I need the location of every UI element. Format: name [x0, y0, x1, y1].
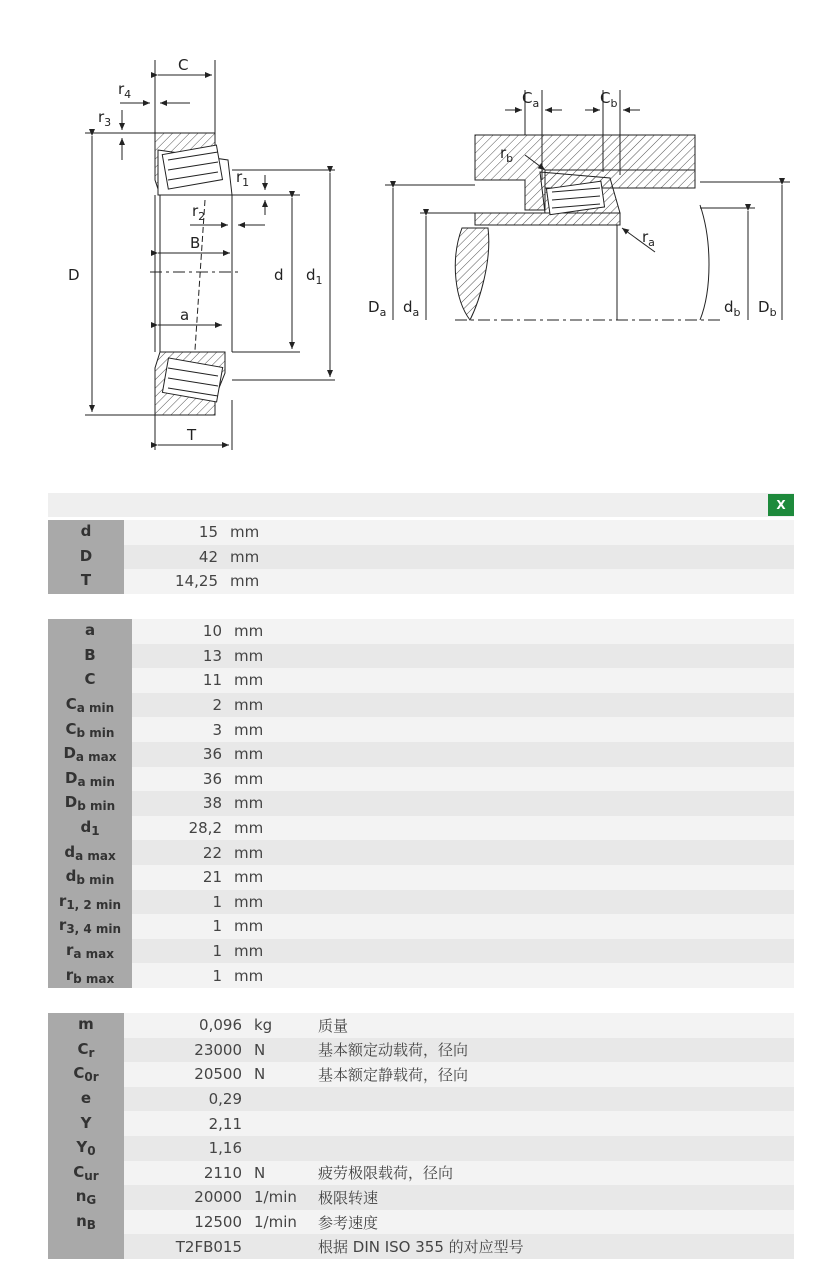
table-row: [48, 791, 794, 816]
symbol-subscript: 0r: [84, 1070, 99, 1085]
parameter-symbol: [48, 1111, 124, 1136]
mounting-drawing-right: [385, 90, 790, 320]
svg-text:B: B: [190, 234, 201, 252]
parameter-symbol: [48, 1062, 124, 1087]
parameter-unit: mm: [224, 520, 274, 545]
parameter-symbol: [48, 742, 132, 767]
symbol-main: n: [75, 1187, 87, 1206]
parameter-description: [278, 644, 794, 669]
parameter-description: [278, 939, 794, 964]
parameter-value: 38: [132, 791, 228, 816]
symbol-main: e: [80, 1089, 92, 1108]
parameter-unit: [248, 1234, 318, 1259]
parameter-description: 疲劳极限载荷，径向: [318, 1161, 794, 1186]
symbol-main: D: [64, 793, 78, 812]
symbol-subscript: a min: [77, 774, 115, 789]
symbol-main: D: [63, 744, 76, 763]
table-row: [48, 717, 794, 742]
parameter-description: [278, 840, 794, 865]
symbol-main: d: [65, 867, 77, 886]
parameter-symbol: [48, 1136, 124, 1161]
parameter-unit: mm: [228, 963, 278, 988]
symbol-main: d: [80, 522, 92, 541]
parameter-unit: mm: [228, 668, 278, 693]
table-row: [48, 1111, 794, 1136]
parameter-value: 2110: [124, 1161, 248, 1186]
parameter-symbol: [48, 569, 124, 594]
parameter-symbol: [48, 644, 132, 669]
symbol-subscript: r: [88, 1045, 95, 1060]
parameter-symbol: [48, 791, 132, 816]
parameter-description: [318, 1111, 794, 1136]
table-row: [48, 963, 794, 988]
parameter-value: 10: [132, 619, 228, 644]
parameter-value: 20000: [124, 1185, 248, 1210]
parameter-unit: mm: [228, 840, 278, 865]
table-row: [48, 1210, 794, 1235]
table-row: [48, 816, 794, 841]
parameter-symbol: [48, 668, 132, 693]
symbol-main: d: [80, 818, 92, 837]
parameter-unit: mm: [224, 569, 274, 594]
symbol-main: r: [58, 891, 67, 910]
svg-text:D: D: [68, 266, 80, 284]
table-row: [48, 693, 794, 718]
table-row: [48, 840, 794, 865]
svg-text:r4: $r_4$: [118, 80, 132, 101]
parameter-unit: N: [248, 1038, 318, 1063]
parameter-description: [278, 767, 794, 792]
symbol-subscript: ur: [84, 1168, 99, 1183]
parameter-symbol: [48, 1234, 124, 1259]
table-row: [48, 1013, 794, 1038]
parameter-value: 21: [132, 865, 228, 890]
parameter-unit: mm: [228, 816, 278, 841]
performance-data-table: [48, 1013, 794, 1259]
parameter-unit: mm: [228, 914, 278, 939]
parameter-symbol: [48, 816, 132, 841]
symbol-subscript: b min: [77, 799, 116, 814]
parameter-description: [274, 545, 794, 570]
parameter-value: 1: [132, 890, 228, 915]
parameter-symbol: [48, 693, 132, 718]
symbol-subscript: a max: [75, 750, 117, 765]
symbol-subscript: a min: [76, 701, 115, 716]
symbol-subscript: 1: [91, 824, 100, 839]
symbol-subscript: a max: [73, 947, 115, 962]
parameter-unit: mm: [228, 693, 278, 718]
parameter-value: 2,11: [124, 1111, 248, 1136]
parameter-description: [278, 742, 794, 767]
parameter-description: [318, 1136, 794, 1161]
parameter-value: 14,25: [124, 569, 224, 594]
symbol-main: T: [80, 571, 92, 590]
symbol-main: a: [84, 621, 96, 640]
parameter-symbol: [48, 939, 132, 964]
parameter-symbol: [48, 890, 132, 915]
parameter-symbol: [48, 1013, 124, 1038]
symbol-main: r: [58, 916, 67, 935]
parameter-symbol: [48, 619, 132, 644]
parameter-unit: mm: [228, 767, 278, 792]
table-row: [48, 1136, 794, 1161]
parameter-value: 28,2: [132, 816, 228, 841]
bearing-section-left: [85, 60, 335, 450]
table-row: [48, 545, 794, 570]
parameter-symbol: [48, 767, 132, 792]
parameter-description: 根据 DIN ISO 355 的对应型号: [318, 1234, 794, 1259]
parameter-value: T2FB015: [124, 1234, 248, 1259]
table-row: [48, 1038, 794, 1063]
svg-text:d: d: [274, 266, 284, 284]
table-row: [48, 767, 794, 792]
symbol-subscript: 1, 2 min: [66, 897, 122, 912]
symbol-subscript: G: [86, 1193, 97, 1208]
parameter-unit: kg: [248, 1013, 318, 1038]
parameter-symbol: [48, 865, 132, 890]
parameter-symbol: [48, 914, 132, 939]
parameter-unit: mm: [228, 619, 278, 644]
symbol-main: C: [73, 1162, 85, 1181]
symbol-main: d: [64, 842, 76, 861]
svg-text:Da: $D_a$: [368, 298, 387, 319]
symbol-subscript: b min: [76, 873, 115, 888]
parameter-value: 1: [132, 914, 228, 939]
parameter-description: 基本额定动载荷，径向: [318, 1038, 794, 1063]
svg-text:C: C: [178, 56, 189, 74]
svg-text:T: T: [187, 426, 197, 444]
symbol-main: r: [65, 941, 74, 960]
parameter-symbol: [48, 1161, 124, 1186]
symbol-main: r: [65, 965, 74, 984]
table-row: [48, 569, 794, 594]
symbol-main: D: [65, 768, 78, 787]
parameter-value: 22: [132, 840, 228, 865]
symbol-main: m: [78, 1015, 94, 1034]
parameter-unit: mm: [228, 939, 278, 964]
symbol-main: n: [76, 1212, 87, 1231]
svg-text:ra: $r_a$: [642, 228, 655, 249]
parameter-description: [278, 717, 794, 742]
table-row: [48, 1161, 794, 1186]
parameter-symbol: [48, 520, 124, 545]
parameter-description: [278, 693, 794, 718]
parameter-symbol: [48, 840, 132, 865]
excel-export-icon[interactable]: X: [768, 494, 794, 516]
parameter-description: [278, 890, 794, 915]
symbol-subscript: 0: [87, 1144, 96, 1159]
parameter-unit: [248, 1111, 318, 1136]
svg-text:r3: $r_3$: [98, 108, 112, 129]
parameter-unit: [248, 1087, 318, 1112]
parameter-value: 1: [132, 939, 228, 964]
svg-text:Ca: $C_a$: [522, 89, 540, 110]
parameter-unit: mm: [228, 644, 278, 669]
symbol-main: D: [79, 546, 93, 565]
svg-text:rb: $r_b$: [500, 144, 514, 165]
table-row: [48, 1234, 794, 1259]
symbol-main: C: [77, 1039, 89, 1058]
parameter-description: 基本额定静载荷，径向: [318, 1062, 794, 1087]
parameter-value: 1,16: [124, 1136, 248, 1161]
table-row: [48, 520, 794, 545]
symbol-subscript: a max: [75, 848, 116, 863]
table-row: [48, 865, 794, 890]
symbol-main: Y: [80, 1113, 92, 1132]
symbol-subscript: b max: [73, 971, 115, 986]
parameter-description: [318, 1087, 794, 1112]
parameter-value: 23000: [124, 1038, 248, 1063]
svg-text:db: $d_b$: [724, 298, 741, 319]
bearing-drawing: [0, 0, 830, 480]
parameter-description: [278, 619, 794, 644]
parameter-value: 15: [124, 520, 224, 545]
parameter-description: [278, 914, 794, 939]
parameter-value: 1: [132, 963, 228, 988]
parameter-description: 极限转速: [318, 1185, 794, 1210]
svg-text:da: $d_a$: [403, 298, 420, 319]
parameter-value: 0,096: [124, 1013, 248, 1038]
parameter-description: [278, 865, 794, 890]
svg-text:Db: $D_b$: [758, 298, 777, 319]
parameter-unit: N: [248, 1062, 318, 1087]
parameter-description: [274, 520, 794, 545]
parameter-value: 42: [124, 545, 224, 570]
parameter-symbol: [48, 1210, 124, 1235]
parameter-symbol: [48, 717, 132, 742]
parameter-unit: N: [248, 1161, 318, 1186]
table-row: [48, 890, 794, 915]
parameter-symbol: [48, 545, 124, 570]
symbol-subscript: B: [86, 1218, 96, 1233]
parameter-value: 3: [132, 717, 228, 742]
symbol-main: C: [73, 1064, 85, 1083]
parameter-symbol: [48, 1038, 124, 1063]
table-row: [48, 1062, 794, 1087]
parameter-value: 36: [132, 767, 228, 792]
parameter-value: 13: [132, 644, 228, 669]
parameter-unit: mm: [228, 791, 278, 816]
parameter-description: [274, 569, 794, 594]
parameter-value: 12500: [124, 1210, 248, 1235]
table-row: [48, 742, 794, 767]
table-row: [48, 644, 794, 669]
svg-text:a: a: [180, 306, 190, 324]
svg-text:Cb: $C_b$: [600, 89, 618, 110]
parameter-symbol: [48, 1087, 124, 1112]
parameter-unit: 1/min: [248, 1185, 318, 1210]
parameter-unit: 1/min: [248, 1210, 318, 1235]
symbol-main: C: [65, 719, 77, 738]
parameter-value: 20500: [124, 1062, 248, 1087]
table-row: [48, 619, 794, 644]
parameter-description: [278, 791, 794, 816]
dimensions-table: [48, 520, 794, 594]
table-row: [48, 668, 794, 693]
parameter-description: [278, 963, 794, 988]
svg-text:r1: $r_1$: [236, 168, 250, 189]
table-row: [48, 1185, 794, 1210]
parameter-unit: mm: [228, 717, 278, 742]
table-toolbar: [48, 493, 794, 517]
svg-text:d1: $d_1$: [306, 266, 323, 287]
symbol-main: C: [84, 670, 96, 689]
table-row: [48, 1087, 794, 1112]
parameter-unit: mm: [228, 890, 278, 915]
mounting-dimensions-table: [48, 619, 794, 988]
parameter-description: [278, 668, 794, 693]
symbol-main: C: [65, 695, 77, 714]
parameter-symbol: [48, 963, 132, 988]
parameter-unit: [248, 1136, 318, 1161]
symbol-subscript: 3, 4 min: [66, 922, 122, 937]
parameter-description: 参考速度: [318, 1210, 794, 1235]
symbol-subscript: b min: [76, 725, 115, 740]
symbol-main: Y: [76, 1138, 88, 1157]
parameter-description: 质量: [318, 1013, 794, 1038]
svg-text:r2: $r_2$: [192, 202, 206, 223]
parameter-unit: mm: [224, 545, 274, 570]
parameter-value: 11: [132, 668, 228, 693]
parameter-description: [278, 816, 794, 841]
parameter-value: 0,29: [124, 1087, 248, 1112]
table-row: [48, 914, 794, 939]
parameter-unit: mm: [228, 742, 278, 767]
parameter-symbol: [48, 1185, 124, 1210]
table-row: [48, 939, 794, 964]
parameter-value: 36: [132, 742, 228, 767]
parameter-unit: mm: [228, 865, 278, 890]
parameter-value: 2: [132, 693, 228, 718]
symbol-main: B: [84, 645, 96, 664]
